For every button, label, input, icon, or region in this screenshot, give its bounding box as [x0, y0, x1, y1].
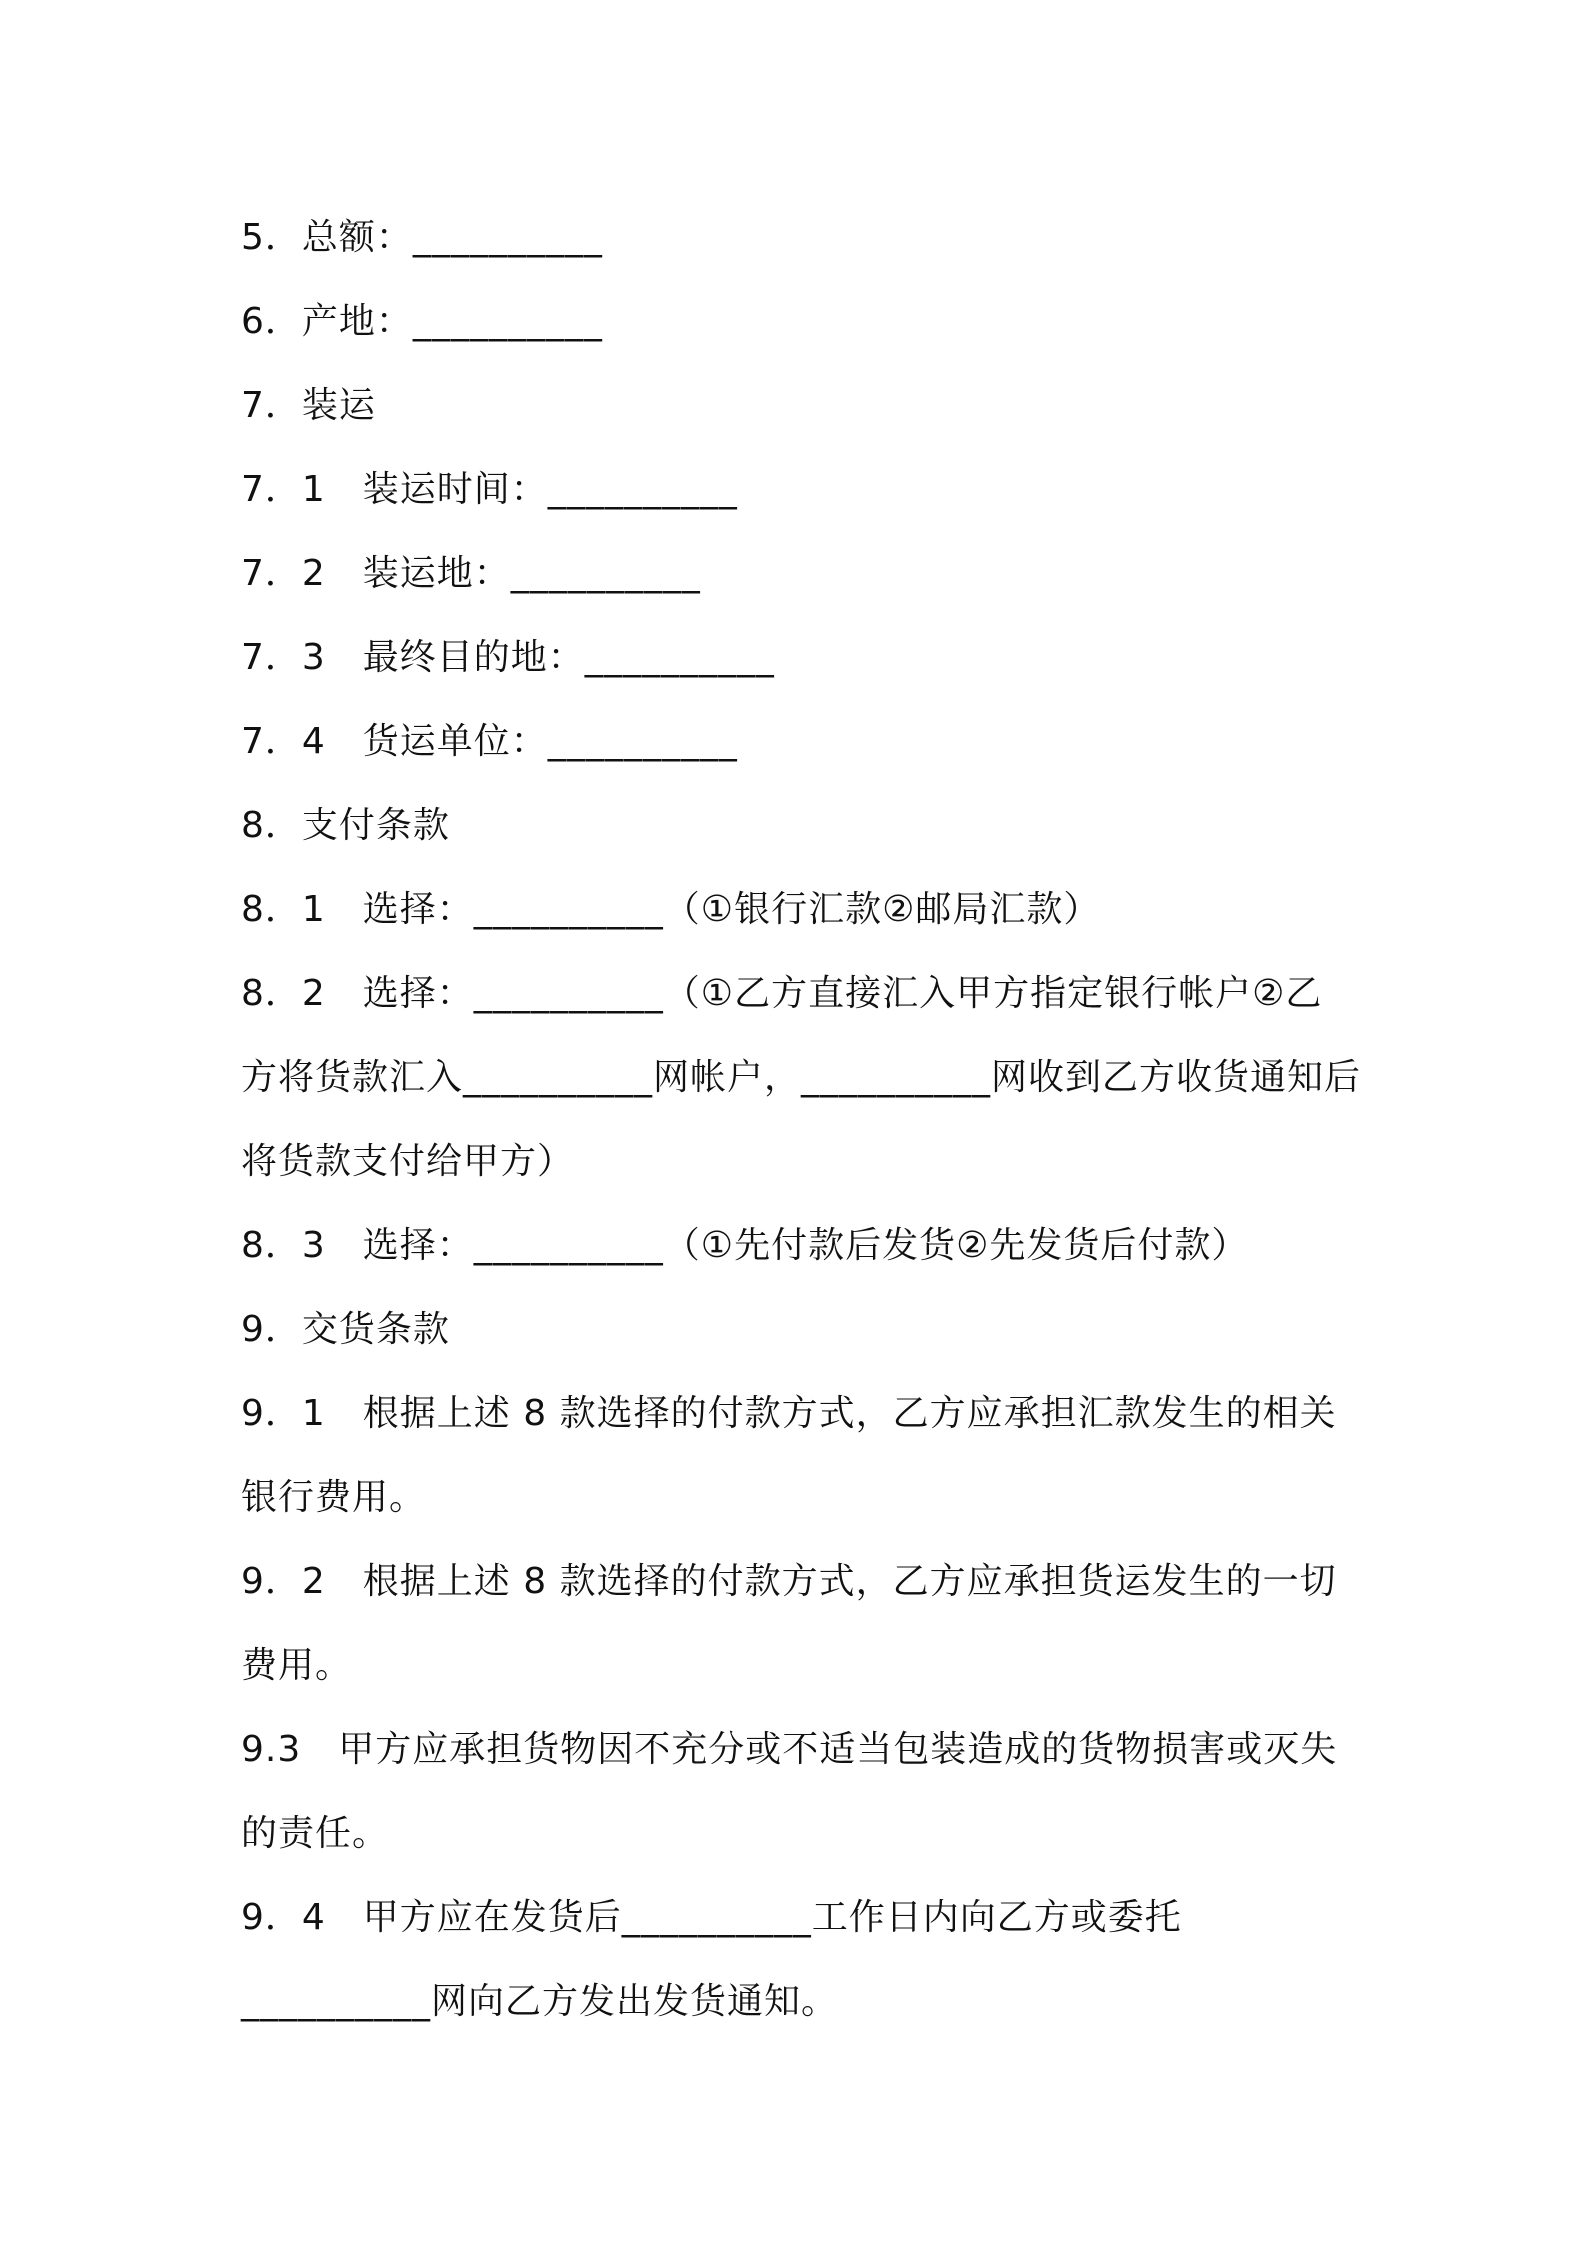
clause-9-3: 9.3 甲方应承担货物因不充分或不适当包装造成的货物损害或灭失 [241, 1729, 1338, 1770]
clause-7-3-destination: 7．3 最终目的地：__________ [241, 637, 775, 678]
clause-9-delivery-terms: 9．交货条款 [241, 1309, 450, 1350]
clause-9-2: 9．2 根据上述 8 款选择的付款方式，乙方应承担货运发生的一切 [241, 1561, 1337, 1602]
clause-9-1-continued: 银行费用。 [241, 1477, 427, 1518]
clause-6-origin: 6．产地：__________ [241, 301, 603, 342]
clause-7-1-shipment-time: 7．1 装运时间：__________ [241, 469, 738, 510]
clause-9-3-continued: 的责任。 [241, 1813, 390, 1854]
clause-7-2-shipment-place: 7．2 装运地：__________ [241, 553, 701, 594]
clause-9-2-continued: 费用。 [241, 1645, 353, 1686]
clause-8-1-choice: 8．1 选择：__________（①银行汇款②邮局汇款） [241, 889, 1101, 930]
document-body [241, 196, 1361, 2044]
clause-8-2-choice: 8．2 选择：__________（①乙方直接汇入甲方指定银行帐户②乙 [241, 973, 1323, 1014]
clause-8-2-continued: 方将货款汇入__________网帐户，__________网收到乙方收货通知后 [241, 1057, 1362, 1098]
clause-8-payment-terms: 8．支付条款 [241, 805, 450, 846]
clause-8-3-choice: 8．3 选择：__________（①先付款后发货②先发货后付款） [241, 1225, 1249, 1266]
clause-9-4: 9．4 甲方应在发货后__________工作日内向乙方或委托 [241, 1897, 1182, 1938]
clause-7-4-carrier: 7．4 货运单位：__________ [241, 721, 738, 762]
clause-7-shipment: 7．装运 [241, 385, 376, 426]
clause-9-4-continued: __________网向乙方发出发货通知。 [241, 1981, 839, 2022]
clause-5-total: 5．总额：__________ [241, 217, 603, 258]
clause-8-2-end: 将货款支付给甲方） [241, 1141, 575, 1182]
clause-9-1: 9．1 根据上述 8 款选择的付款方式，乙方应承担汇款发生的相关 [241, 1393, 1337, 1434]
